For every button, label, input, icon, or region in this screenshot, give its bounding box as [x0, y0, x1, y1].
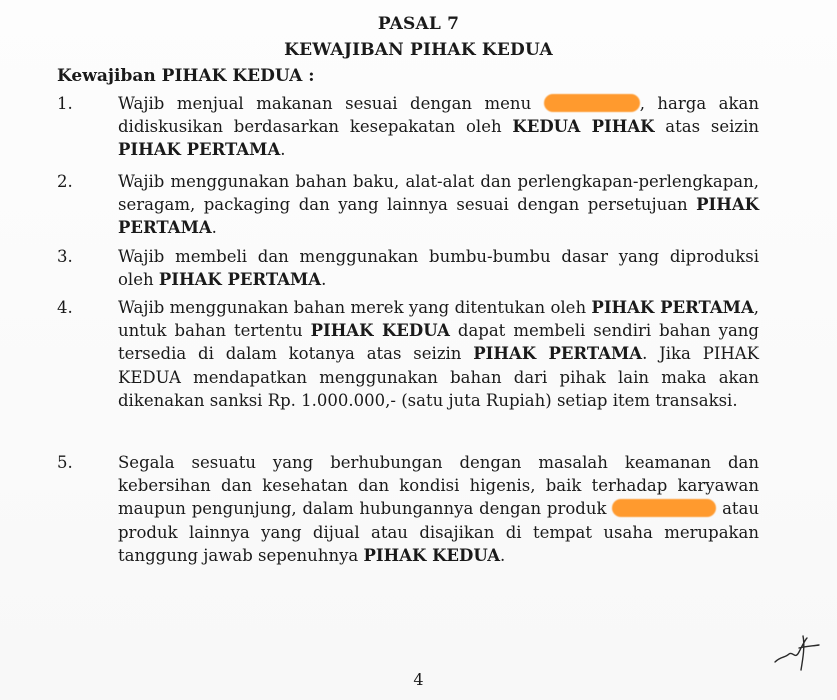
redaction-mark: [544, 94, 640, 112]
item-number: 2.: [57, 172, 73, 191]
article-subtitle: KEWAJIBAN PIHAK KEDUA: [284, 40, 553, 60]
item-number: 3.: [57, 247, 73, 266]
section-intro: Kewajiban PIHAK KEDUA :: [57, 66, 315, 86]
item-text: Segala sesuatu yang berhubungan dengan masalah keamanan dan kebersihan dan kesehatan dan kondisi higenis, baik terhadap karyawan maupun pengunjung, dalam hubungannya dengan produk atau produk lainnya yang dijual atau disajikan di tempat usaha merupakan tanggung jawab sepenuhnya PIHAK KEDUA.: [118, 453, 759, 565]
signature-initial: [765, 630, 825, 680]
redaction-mark: [612, 499, 716, 517]
article-title: PASAL 7: [377, 14, 460, 34]
item-text: Wajib membeli dan menggunakan bumbu-bumbu dasar yang diproduksi oleh PIHAK PERTAMA.: [118, 247, 759, 290]
item-number: 1.: [57, 94, 73, 113]
item-number: 4.: [57, 298, 73, 317]
page-number: 4: [413, 670, 424, 689]
item-number: 5.: [57, 453, 73, 472]
item-text: Wajib menggunakan bahan merek yang ditentukan oleh PIHAK PERTAMA, untuk bahan tertentu PIHAK KEDUA dapat membeli sendiri bahan yang tersedia di dalam kotanya atas seizin PIHAK PERTAMA. Jika PIHAK KEDUA mendapatkan menggunakan bahan dari pihak lain maka akan dikenakan sanksi Rp. 1.000.000,- (satu juta Rupiah) setiap item transaksi.: [118, 298, 759, 410]
item-text: Wajib menggunakan bahan baku, alat-alat dan perlengkapan-perlengkapan, seragam, packaging dan yang lainnya sesuai dengan persetujuan PIHAK PERTAMA.: [118, 172, 759, 238]
item-text: Wajib menjual makanan sesuai dengan menu , harga akan didiskusikan berdasarkan kesepakatan oleh KEDUA PIHAK atas seizin PIHAK PERTAMA.: [118, 94, 759, 160]
